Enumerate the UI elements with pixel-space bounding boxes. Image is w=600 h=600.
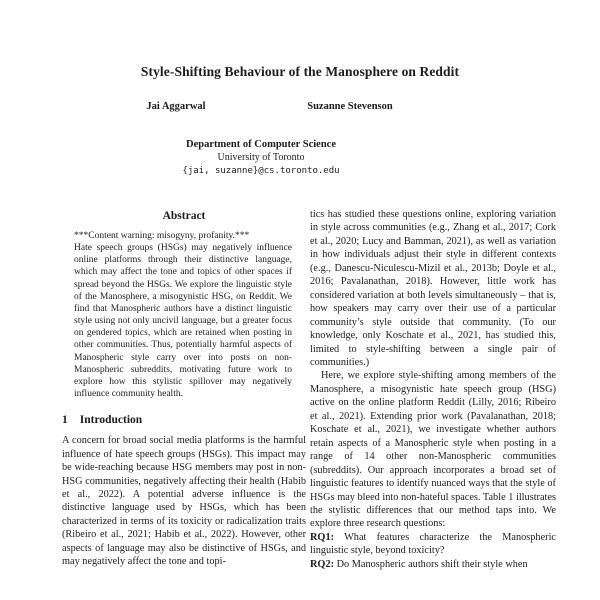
author-name-1: Jai Aggarwal	[146, 101, 206, 112]
abstract-body	[62, 230, 306, 400]
affiliation-department: Department of Computer Science	[186, 139, 336, 150]
section-heading-introduction	[62, 414, 306, 426]
rq1-label: RQ1:	[310, 531, 335, 543]
body-paragraph-2: Here, we explore style-shifting among members of the Manosphere, a misogynistic hate speech group (HSG) active on the online platform Reddit (Lilly, 2016; Ribeiro et al., 2021). Extending prior work (Pavalanathan, 2018; Koschate et al., 2021), we investigate whether authors retain aspects of a Manospheric style when posting in a range of 14 other non-Manospheric communities (subreddits). Our approach incorporates a broad set of linguistic features to identify nuanced ways that the style of HSGs may bleed into non-hateful spaces. Table 1 illustrates the stylistic differences that our method taps into. We explore three research questions:	[310, 370, 556, 530]
abstract-heading: Abstract	[162, 210, 206, 222]
content-warning: ***Content warning: misogyny, profanity.***	[74, 231, 250, 241]
rq1-text: What features characterize the Manospheric linguistic style, beyond toxicity?	[310, 531, 556, 557]
rq2-label: RQ2:	[310, 558, 335, 570]
body-paragraph-continuation: tics has studied these questions online, exploring variation in style across communities (e.g., Zhang et al., 2017; Cork et al., 2020; Lucy and Bamman, 2021), as well as variation in how individuals adjust their style in different contexts (e.g., Danescu-Niculescu-Mizil et al., 2013b; Doyle et al., 2016; Pavalanathan, 2018). However, little work has considered variation at both levels simultaneously – that is, how speakers may carry over their use of a particular community’s style outside that community. (To our knowledge, only Koschate et al., 2021, has studied this, limited to style-shifting between a single pair of communities.)	[310, 209, 556, 368]
rq2-text: Do Manospheric authors shift their style when	[334, 558, 528, 570]
research-question-2	[310, 558, 556, 571]
affiliation-university: University of Toronto	[217, 152, 305, 163]
affiliation-email: {jai, suzanne}@cs.toronto.edu	[182, 166, 340, 176]
abstract-text: Hate speech groups (HSGs) may negatively influence online platforms through their distinctive language, which may affect the tone and topics of other spaces if spread beyond the HSGs. We explore the linguistic style of the Manosphere, a misogynistic HSG, on Reddit. We find that Manospheric authors have a distinct linguistic style using not only uncivil language, but a greater focus on gendered topics, which are retained when posting in other communities. Thus, potentially harmful aspects of Manospheric style carry over into posts on non-Manospheric subreddits, motivating future work to explore how this stylistic spillover may negatively influence community health.	[74, 243, 292, 400]
paper-title: Style-Shifting Behaviour of the Manosphere on Reddit	[140, 64, 460, 79]
research-question-1	[310, 531, 556, 558]
section-title: Introduction	[79, 414, 143, 427]
left-column	[62, 205, 306, 569]
author-name-2: Suzanne Stevenson	[307, 101, 393, 112]
right-column	[310, 205, 556, 571]
section-number: 1	[62, 414, 68, 427]
introduction-paragraph: A concern for broad social media platforms is the harmful influence of hate speech groups (HSGs). This impact may be wide-reaching because HSG members may post in non-HSG communities, negatively affecting their health (Habib et al., 2022). A potential adverse influence is the distinctive language used by HSGs, which has been characterized in terms of its toxicity or radicalization traits (Ribeiro et al., 2021; Habib et al., 2022). However, other aspects of language may also be distinctive of HSGs, and may negatively affect the tone and topi-	[62, 435, 306, 568]
affiliation-block	[182, 139, 339, 176]
